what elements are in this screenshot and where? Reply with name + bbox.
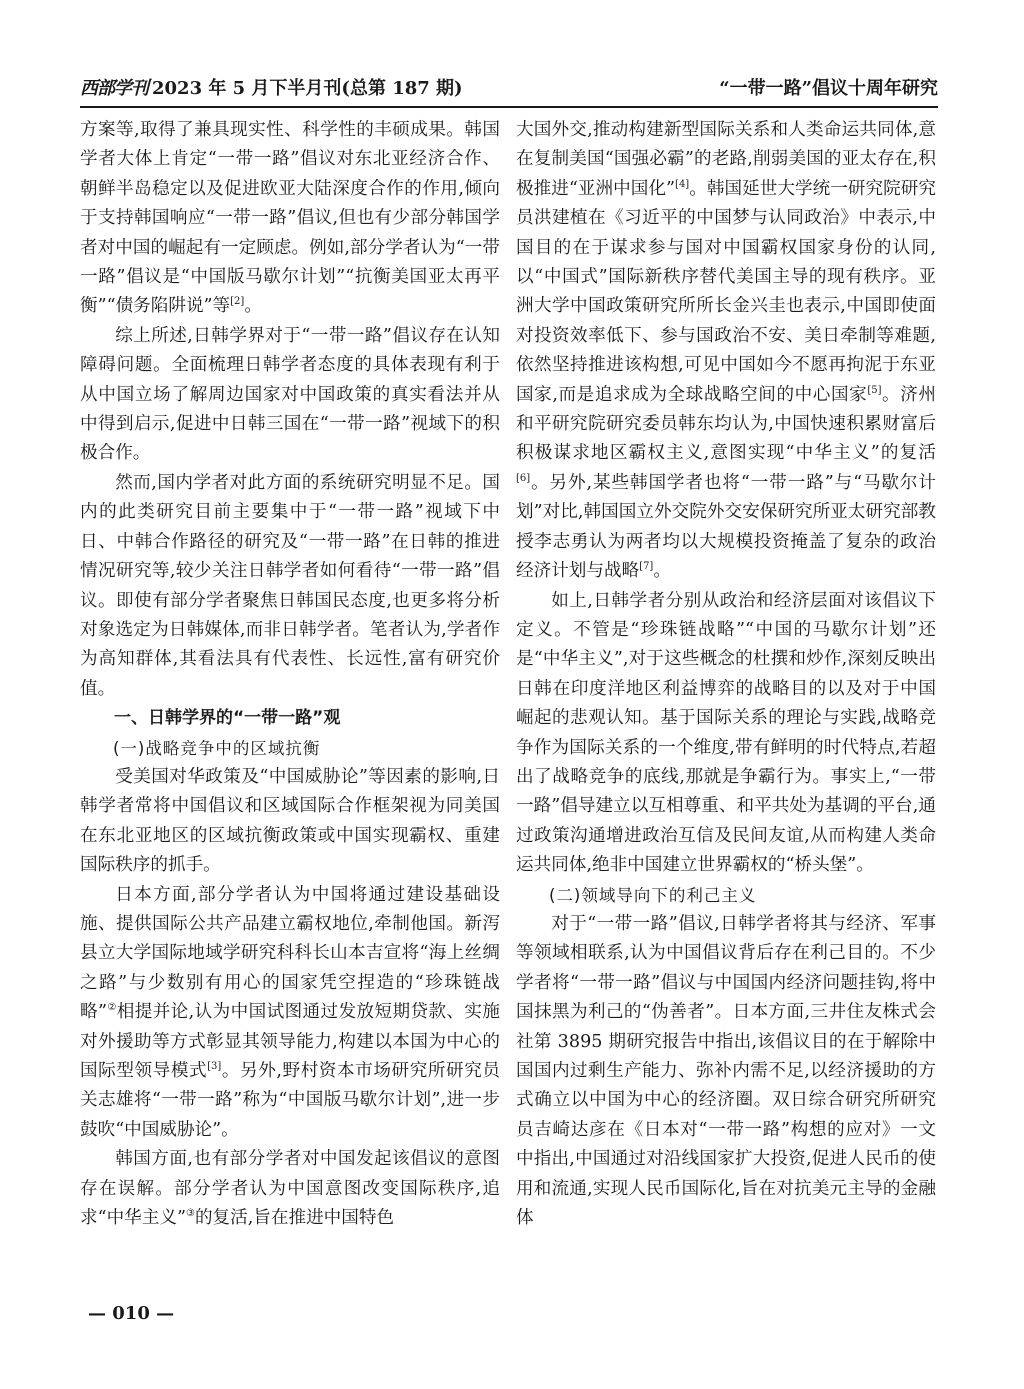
paragraph: 受美国对华政策及“中国威胁论”等因素的影响,日韩学者常将中国倡议和区域国际合作框架视为同美国在东北亚地区的区域抗衡政策或中国实现霸权、重建国际秩序的抓手。: [80, 766, 500, 876]
paragraph: 韩国方面,也有部分学者对中国发起该倡议的意图存在误解。部分学者认为中国意图改变国际秩序,追求“中华主义”③的复活,旨在推进中国特色: [80, 1149, 500, 1229]
subsection-heading: (二)领域导向下的利己主义: [549, 885, 757, 905]
paragraph: 综上所述,日韩学界对于“一带一路”倡议存在认知障碍问题。全面梳理日韩学者态度的具体表现有利于从中国立场了解周边国家对中国政策的真实看法并从中得到启示,促进中日韩三国在“一带一路”视域下的积极合作。: [80, 325, 500, 464]
paragraph: 大国外交,推动构建新型国际关系和人类命运共同体,意在复制美国“国强必霸”的老路,削弱美国的亚太存在,积极推进“亚洲中国化”[4]。韩国延世大学统一研究院研究员洪建植在《习近平的中国梦与认同政治》中表示,中国目的在于谋求参与国对中国霸权国家身份的认同,以“中国式”国际新秩序替代美国主导的现有秩序。亚洲大学中国政策研究所所长金兴圭也表示,中国即使面对投资效率低下、参与国政治不安、美日牵制等难题,依然坚持推进该构想,可见中国如今不愿再拘泥于东亚国家,而是追求成为全球战略空间的中心国家[5]。济州和平研究院研究委员韩东均认为,中国快速积累财富后积极谋求地区霸权主义,意图实现“中华主义”的复活[6]。另外,某些韩国学者也将“一带一路”与“马歇尔计划”对比,韩国国立外交院外交安保研究所亚太研究部教授李志勇认为两者均以大规模投资掩盖了复杂的政治经济计划与战略[7]。: [516, 120, 936, 582]
running-header: [80, 70, 938, 104]
paragraph: 如上,日韩学者分别从政治和经济层面对该倡议下定义。不管是“珍珠链战略”“中国的马歇尔计划”还是“中华主义”,对于这些概念的杜撰和炒作,深刻反映出日韩在印度洋地区利益博弈的战略目的以及对于中国崛起的悲观认知。基于国际关系的理论与实践,战略竞争作为国际关系的一个维度,带有鲜明的时代特点,若超出了战略竞争的底线,那就是争霸行为。事实上,“一带一路”倡导建立以互相尊重、和平共处为基调的平台,通过政策沟通增进政治互信及民间友谊,从而构建人类命运共同体,绝非中国建立世界霸权的“桥头堡”。: [516, 590, 936, 876]
paragraph: 然而,国内学者对此方面的系统研究明显不足。国内的此类研究目前主要集中于“一带一路”视域下中日、中韩合作路径的研究及“一带一路”在日韩的推进情况研究等,较少关注日韩学者如何看待“一带一路”倡议。即使有部分学者聚焦日韩国民态度,也更多将分析对象选定为日韩媒体,而非日韩学者。笔者认为,学者作为高知群体,其看法具有代表性、长远性,富有研究价值。: [80, 472, 501, 699]
section-title: “一带一路”倡议十周年研究: [719, 78, 938, 99]
right-column: [516, 116, 936, 1233]
journal-logo: 西部学刊: [80, 78, 148, 99]
section-heading: 一、日韩学界的“一带一路”观: [114, 708, 341, 729]
journal-info: [80, 74, 463, 100]
paragraph: 方案等,取得了兼具现实性、科学性的丰硕成果。韩国学者大体上肯定“一带一路”倡议对东北亚经济合作、朝鲜半岛稳定以及促进欧亚大陆深度合作的作用,倾向于支持韩国响应“一带一路”倡议,但也有少部分韩国学者对中国的崛起有一定顾虑。例如,部分学者认为“一带一路”倡议是“中国版马歇尔计划”“抗衡美国亚太再平衡”“债务陷阱说”等[2]。: [80, 120, 500, 317]
page-number: — 010 —: [88, 1303, 175, 1324]
subsection-heading: (一)战略竞争中的区域抗衡: [113, 738, 321, 758]
left-column: [80, 116, 500, 1233]
issue-label: 2023 年 5 月下半月刊(总第 187 期): [152, 78, 463, 99]
header-divider: [80, 106, 938, 108]
paragraph: 对于“一带一路”倡议,日韩学者将其与经济、军事等领域相联系,认为中国倡议背后存在利己目的。不少学者将“一带一路”倡议与中国国内经济问题挂钩,将中国抹黑为利己的“伪善者”。日本方面,三井住友株式会社第 3895 期研究报告中指出,该倡议目的在于解除中国国内过剩生产能力、弥补内需不足,以经济援助的方式确立以中国为中心的经济圈。双日综合研究所研究员吉崎达彦在《日本对“一带一路”构想的应对》一文中指出,中国通过对沿线国家扩大投资,促进人民币的使用和流通,实现人民币国际化,旨在对抗美元主导的金融体: [516, 913, 937, 1229]
paragraph: 日本方面,部分学者认为中国将通过建设基础设施、提供国际公共产品建立霸权地位,牵制他国。新泻县立大学国际地域学研究科科长山本吉宣将“海上丝绸之路”与少数别有用心的国家凭空捏造的“珍珠链战略”②相提并论,认为中国试图通过发放短期贷款、实施对外援助等方式彰显其领导能力,构建以本国为中心的国际型领导模式[3]。另外,野村资本市场研究所研究员关志雄将“一带一路”称为“中国版马歇尔计划”,进一步鼓吹“中国威胁论”。: [80, 884, 500, 1140]
